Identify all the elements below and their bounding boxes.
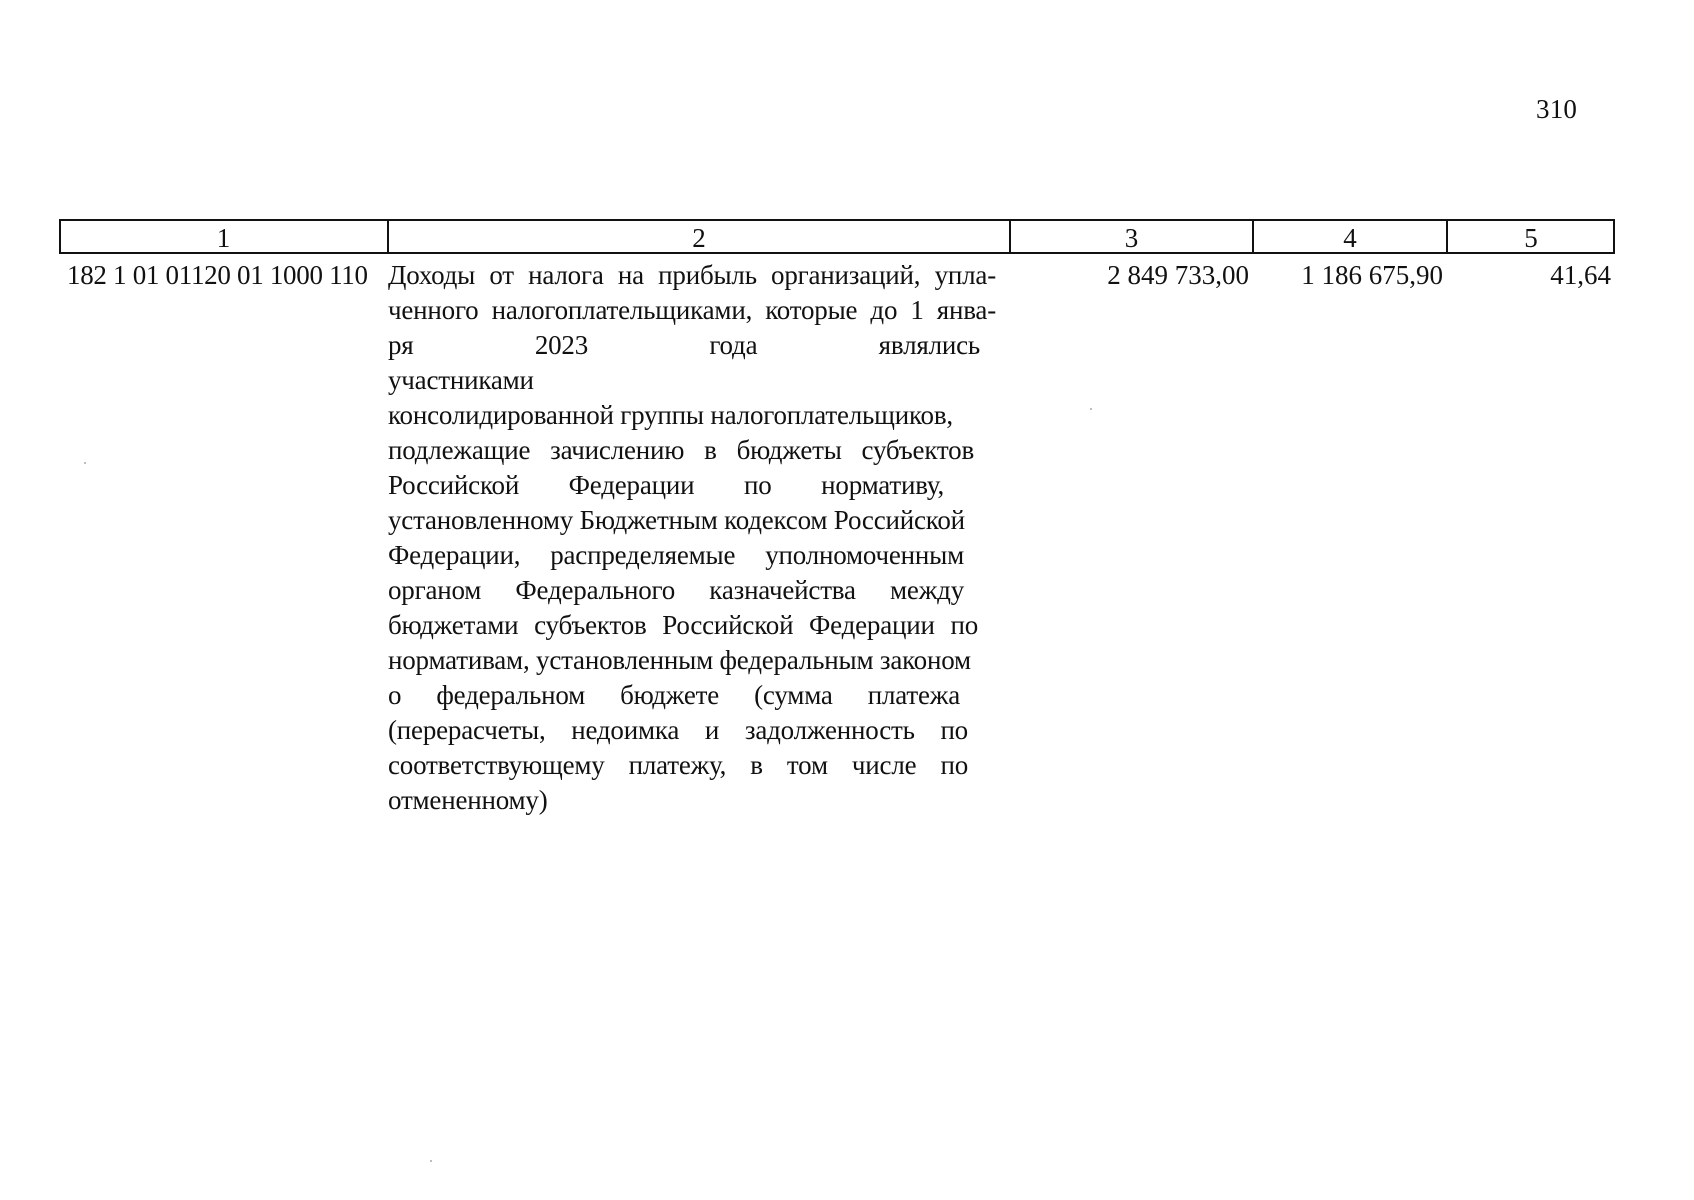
- table-border-right: [1613, 219, 1615, 254]
- description-line: Доходы от налога на прибыль организаций, упла-: [388, 260, 996, 290]
- table-header-row: [59, 219, 1615, 254]
- table-border-left: [59, 219, 61, 254]
- table-divider-1: [387, 219, 389, 254]
- scan-speck: [84, 462, 86, 464]
- page-number: 310: [1536, 94, 1578, 124]
- description-line: (перерасчеты, недоимка и задолженность по: [388, 715, 968, 745]
- header-cell-1: 1: [216, 223, 231, 253]
- table-divider-3: [1252, 219, 1254, 254]
- planned-amount-cell: 2 849 733,00: [1107, 260, 1249, 290]
- table-divider-2: [1009, 219, 1011, 254]
- execution-percent-cell: 41,64: [1550, 260, 1611, 290]
- description-line: установленному Бюджетным кодексом Российской: [388, 505, 965, 535]
- description-line: ря 2023 года являлись участниками: [388, 330, 980, 395]
- description-line: о федеральном бюджете (сумма платежа: [388, 680, 960, 710]
- header-cell-2: 2: [692, 223, 706, 253]
- description-line: отмененному): [388, 785, 548, 815]
- description-line: органом Федерального казначейства между: [388, 575, 964, 605]
- description-line: подлежащие зачислению в бюджеты субъектов: [388, 435, 974, 465]
- description-line: нормативам, установленным федеральным законом: [388, 645, 971, 675]
- executed-amount-cell: 1 186 675,90: [1301, 260, 1443, 290]
- budget-code-cell: 182 1 01 01120 01 1000 110: [67, 260, 368, 290]
- description-line: Федерации, распределяемые уполномоченным: [388, 540, 964, 570]
- description-line: соответствующему платежу, в том числе по: [388, 750, 968, 780]
- description-line: Российской Федерации по нормативу,: [388, 470, 944, 500]
- scan-speck: [430, 1160, 432, 1162]
- description-cell: [388, 258, 996, 818]
- table-divider-4: [1446, 219, 1448, 254]
- description-line: консолидированной группы налогоплательщиков,: [388, 400, 953, 430]
- description-line: ченного налогоплательщиками, которые до 1 янва-: [388, 295, 996, 325]
- header-cell-3: 3: [1124, 223, 1139, 253]
- description-line: бюджетами субъектов Российской Федерации по: [388, 610, 978, 640]
- scan-speck: [1090, 408, 1092, 410]
- header-cell-4: 4: [1343, 223, 1357, 253]
- header-cell-5: 5: [1524, 223, 1538, 253]
